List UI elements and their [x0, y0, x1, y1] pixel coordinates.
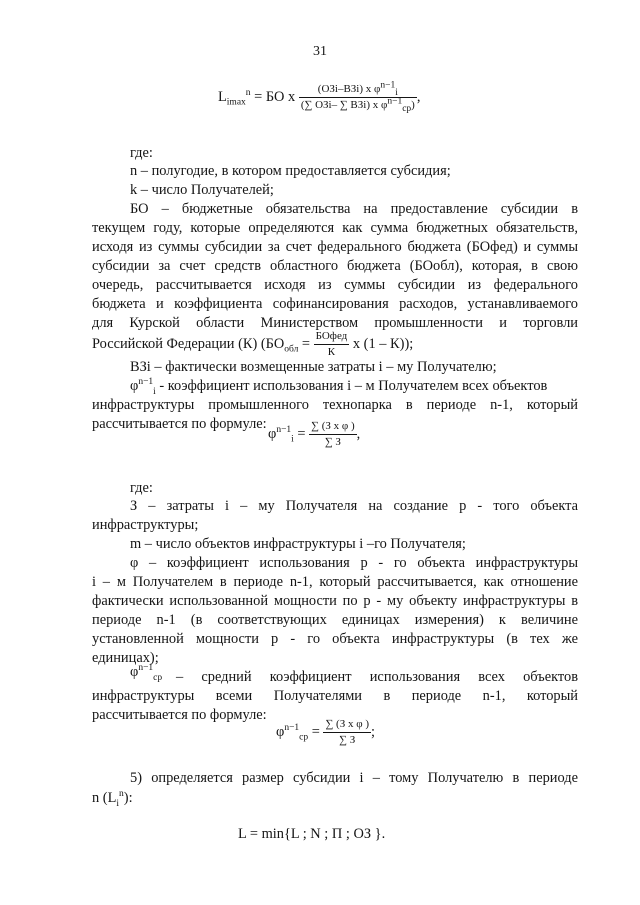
where-label-1: где: [130, 145, 153, 161]
formula-phi-cp: $\varphi^{n-1}_{ср}$ = $\frac{\text{∑ (З x φ )}}{\sum З}$ ; [276, 718, 375, 746]
definition-k: k – число Получателей; [130, 182, 274, 198]
where-label-2: где: [130, 480, 153, 496]
definition-bo-line5: очередь, рассчитывается исходя из суммы субсидии из федерального [92, 277, 578, 293]
step5-line2: n $(L_i^n)$: [92, 789, 133, 809]
definition-phi-ip-line4: периоде n-1 (в соответствующих единицах измерения) к величине [92, 612, 578, 628]
formula-li-n: L = min{L ; N ; П ; ОЗ }. [238, 826, 386, 842]
formula-limax: $L_{imax}^n$ = БО x $\frac{(ОЗi-ВЗi) x \varphi^{n-1}_i}{(\sum ОЗi- \sum ВЗi) x \varphi^{n-1}_{ср})}$ , [218, 80, 421, 115]
definition-z-line2: инфраструктуры; [92, 517, 199, 533]
definition-phi-cp-line1: – средний коэффициент использования всех объектов [176, 669, 578, 685]
definition-bo-line7: для Курской области Министерством промышленности и торговли [92, 315, 578, 331]
definition-phi-line1: $\varphi^{n-1}_i$ - коэффициент использования i – м Получателем всех объектов [130, 377, 548, 397]
step5-line1: 5) определяется размер субсидии i – тому Получателю в периоде [130, 770, 578, 786]
definition-bo-line8: Российской Федерации (К) ($БО_{обл}$ = $\frac{\text{БОфед}}{К}$ x (1 – К)); [92, 330, 414, 358]
definition-phi-cp-line3: рассчитывается по формуле: [92, 707, 267, 723]
definition-bo-line3: исходя из суммы субсидии за счет федерального бюджета (БОфед) и суммы [92, 239, 578, 255]
definition-phi-ip-line3: фактически использованной мощности по р - му объекту инфраструктуры в [92, 593, 578, 609]
definition-m: m – число объектов инфраструктуры i –го Получателя; [130, 536, 466, 552]
page-number: 31 [313, 44, 327, 59]
definition-phi-line3: рассчитывается по формуле: [92, 416, 267, 432]
definition-vz: ВЗi – фактически возмещенные затраты i – му Получателю; [130, 359, 497, 375]
definition-n: n – полугодие, в котором предоставляется субсидия; [130, 163, 451, 179]
definition-bo-line1: БО – бюджетные обязательства на предоставление субсидии в [130, 201, 578, 217]
definition-phi-ip-line5: установленной мощности р - го объекта инфраструктуры (в тех же [92, 631, 578, 647]
definition-phi-ip-line1: φ – коэффициент использования р - го объекта инфраструктуры [130, 555, 578, 571]
definition-bo-line4: субсидии за счет средств областного бюджета (БОобл), которая, в свою [92, 258, 578, 274]
definition-phi-ip-line6: единицах); [92, 650, 159, 666]
formula-phi-i: $\varphi^{n-1}_i$ = $\frac{\text{∑ (З x φ )}}{\sum З}$ , [268, 420, 361, 448]
definition-z-line1: З – затраты i – му Получателя на создание р - того объекта [130, 498, 578, 514]
definition-bo-line6: бюджета и коэффициента софинансирования расходов, устанавливаемого [92, 296, 578, 312]
definition-phi-ip-line2: i – м Получателем в периоде n-1, который рассчитывается, как отношение [92, 574, 578, 590]
definition-phi-line2: инфраструктуры промышленного технопарка в периоде n-1, который [92, 397, 578, 413]
definition-phi-cp-line2: инфраструктуры всеми Получателями в периоде n-1, который [92, 688, 578, 704]
definition-bo-line2: текущем году, которые определяются как сумма бюджетных обязательств, [92, 220, 578, 236]
definition-phi-cp-symbol: $\varphi^{n-1}_{ср}$ [130, 663, 163, 683]
formula-limax-fraction: $\frac{(ОЗi-ВЗi) x \varphi^{n-1}_i}{(\sum ОЗi- \sum ВЗi) x \varphi^{n-1}_{ср})}$ [300, 80, 415, 115]
